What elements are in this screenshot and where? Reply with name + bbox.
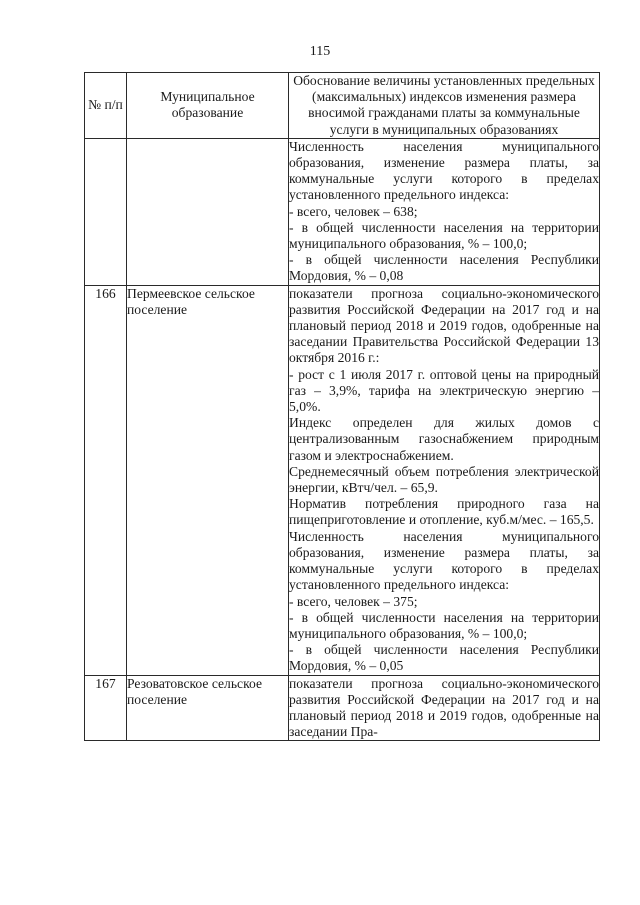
page-number: 115	[309, 44, 331, 59]
paragraph: - всего, человек – 638;	[289, 203, 418, 219]
paragraph: показатели прогноза социально-экономического развития Российской Федерации на 2017 год и на плановый период 2018 и 2019 годов, одобренные на заседании Пра-	[289, 675, 599, 740]
table-row	[85, 285, 600, 675]
table-row	[85, 138, 600, 285]
row-municipality: Резоватовское сельское поселение	[127, 675, 289, 741]
index-justification-table	[84, 72, 600, 741]
table-header-row	[85, 73, 600, 139]
header-number: № п/п	[85, 73, 127, 139]
row-justification	[289, 285, 600, 675]
paragraph: - всего, человек – 375;	[289, 593, 418, 609]
table-row	[85, 675, 600, 741]
paragraph: Индекс определен для жилых домов с централизованным газоснабжением природным газом и электроснабжением.	[289, 415, 599, 463]
row-number	[85, 138, 127, 285]
paragraph: Норматив потребления природного газа на пищеприготовление и отопление, куб.м/мес. – 165,5.	[289, 496, 599, 528]
paragraph: - в общей численности населения Республики Мордовия, % – 0,08	[289, 252, 599, 284]
header-justification: Обоснование величины установленных предельных (максимальных) индексов изменения размера вносимой гражданами платы за коммунальные услуги в муниципальных образованиях	[289, 73, 600, 139]
row-justification	[289, 675, 600, 741]
paragraph: показатели прогноза социально-экономического развития Российской Федерации на 2017 год и на плановый период 2018 и 2019 годов, одобренные на заседании Правительства Российской Федерации 13 октября 2016 г.:	[289, 285, 599, 366]
row-municipality: Пермеевское сельское поселение	[127, 285, 289, 675]
header-municipality: Муниципальное образование	[127, 73, 289, 139]
paragraph: Среднемесячный объем потребления электрической энергии, кВтч/чел. – 65,9.	[289, 463, 599, 496]
row-justification	[289, 138, 600, 285]
paragraph: - в общей численности населения на территории муниципального образования, % – 100,0;	[289, 609, 599, 641]
paragraph: Численность населения муниципального образования, изменение размера платы, за коммунальные услуги которого в пределах установленного предельного индекса:	[289, 528, 599, 593]
row-number: 166	[85, 285, 127, 675]
row-number: 167	[85, 675, 127, 741]
paragraph: - в общей численности населения Республики Мордовия, % – 0,05	[289, 642, 599, 674]
paragraph: - рост с 1 июля 2017 г. оптовой цены на природный газ – 3,9%, тарифа на электрическую энергию – 5,0%.	[289, 366, 599, 415]
paragraph: Численность населения муниципального образования, изменение размера платы, за коммунальные услуги которого в пределах установленного предельного индекса:	[289, 138, 599, 203]
row-municipality	[127, 138, 289, 285]
paragraph: - в общей численности населения на территории муниципального образования, % – 100,0;	[289, 219, 599, 252]
